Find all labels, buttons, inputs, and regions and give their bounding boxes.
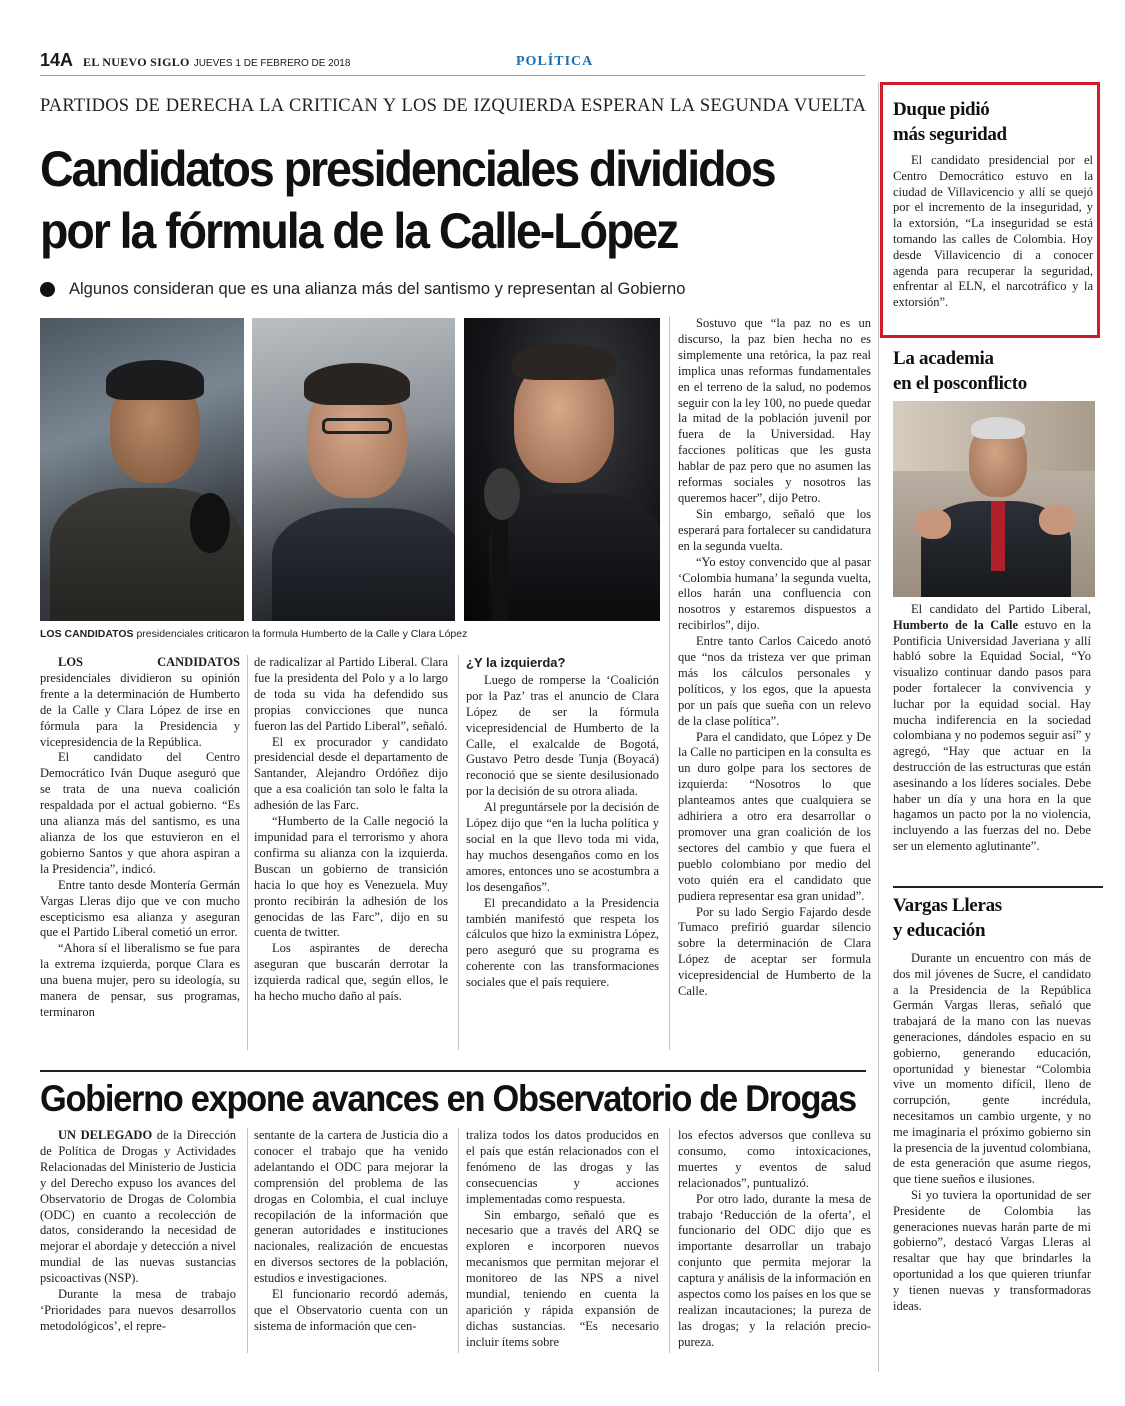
sidebar-story-vargas [893, 893, 1093, 1313]
sidebar-title-line-1: Duque pidió [893, 99, 990, 120]
paragraph-text: traliza todos los datos producidos en el país que están relacionados con el fenómeno de las drogas y las consecuencias y acciones implementadas como respuesta. [466, 1128, 659, 1206]
headline-line-2: por la fórmula de la Calle-López [40, 203, 678, 259]
paragraph [40, 878, 240, 942]
sidebar-paragraph: Durante un encuentro con más de dos mil jóvenes de Sucre, el candidato a la Presidencia de la República Germán Vargas lleras, señaló que trabajará de la mano con las nuevas generaciones, dándoles espacio en su gobierno, generando educación, oportunidad y bienestar “Colombia vive un momento difícil, lleno de corrupción, gente incrédula, necesitamos un cambio urgente, y no me imaginaria el próximo gobierno sin la presencia de la juventud colombiana, de esta generación que asume riegos, que tiene sueños e ilusiones. [893, 951, 1091, 1187]
column-subheading: ¿Y la izquierda? [466, 655, 566, 670]
lead-in: UN DELEGADO [58, 1128, 153, 1142]
sidebar-text [893, 951, 1091, 1314]
paragraph-text: El funcionario recordó además, que el Observatorio cuenta con un sistema de información que cen- [254, 1287, 448, 1333]
issue-date: JUEVES 1 DE FEBRERO DE 2018 [193, 58, 351, 69]
paragraph-text: El ex procurador y candidato presidencial desde el departamento de Santander, Alejandro Ordóñez dijo que a esa coalición tan solo le falta la adhesión de las Farc. [254, 734, 448, 813]
column-rule [247, 1128, 248, 1353]
sidebar-title-line-2: en el posconflicto [893, 373, 1027, 394]
text-run-bold: Humberto de la Calle [893, 617, 1019, 632]
caption-lead: LOS CANDIDATOS [40, 628, 134, 640]
paragraph-text: “Ahora sí el liberalismo se fue para la extrema izquierda, porque Clara es una buena mujer, pero su ideología, su manera de pensar, sus programas, terminaron [40, 941, 240, 1019]
paragraph [254, 655, 448, 735]
column-rule [247, 655, 248, 1050]
sidebar-paragraph: Si yo tuviera la oportunidad de ser Presidente de Colombia las generaciones nuevas harán parte de mi gobierno”, destacó Vargas Lleras al resaltar que hay que brindarles la oportunidad a los que quieren triunfar y tienen nuevas y transformadoras ideas. [893, 1187, 1091, 1313]
photo-de-la-calle [893, 401, 1095, 597]
sidebar-paragraph: El candidato presidencial por el Centro Democrático estuvo en la ciudad de Villavicencio y allí se quejó por el incremento de la inseguridad, y la extorsión, “La inseguridad se está tomando las calles de Colombia. Hoy desde Villavicencio di a conocer agenda para recuperar la seguridad, enfrentar al ELN, el narcotráfico y la extorsión”. [893, 153, 1093, 310]
photo-duque [252, 318, 455, 621]
paragraph-text: “Yo estoy convencido que al pasar ‘Colombia humana’ la segunda vuelta, ellos harán una confluencia con nosotros y estaremos dispuestos a recibirlos”, dijo. [678, 554, 871, 633]
photo-caption [40, 628, 665, 640]
paragraph-text: Por su lado Sergio Fajardo desde Tumaco prefirió guardar silencio sobre la determinación de Clara López de aceptar ser formula vicepresidencial de Humberto de la Calle. [678, 904, 871, 999]
paragraph [466, 1128, 659, 1208]
paragraph [678, 1128, 871, 1192]
headline-line-1: Candidatos presidenciales divididos [40, 141, 775, 197]
main-column-3 [466, 655, 659, 991]
photo-petro [40, 318, 244, 621]
paragraph-text: Sostuvo que “la paz no es un discurso, la paz bien hecha no es simplemente una retórica, la paz real implica unas reformas fundamentales en el terreno de la salud, no podemos seguir con la ley 100, no puede quedar la mitad de la población juvenil por fuera de la Universidad. Hay facciones políticas que les gusta hablar de paz pero que no asumen las reformas sociales y nosotros las queremos hacer”, dijo Petro. [678, 316, 871, 505]
paragraph-text: Al preguntársele por la decisión de López dijo que “en la lucha política y social en la que llevo toda mi vida, hay muchos desengaños como en los amores, entonces uno se acostumbra a los desengaños”. [466, 800, 659, 894]
paragraph [40, 941, 240, 1021]
paragraph-text: Luego de romperse la ‘Coalición por la Paz’ tras el anuncio de Clara López de ser la fórmula vicepresidencial de Humberto de la Calle, el exalcalde de Bogotá, Gustavo Petro desde Tunja (Boyacá) reconoció que se siente desilusionado por la decisión de su otrora aliada. [466, 672, 659, 799]
text-run: estuvo en la Pontificia Universidad Javeriana y allí habló sobre la Equidad Social, “Yo visualizo continuar dando pasos para poder fortalecer la convivencia y luchar por la equidad social. Hay mucha indiferencia en la sociedad colombiana y no podemos seguir así” y agregó, “Hay que actuar en la destrucción de las estructuras que están asesinando a los líderes sociales. Debe haber un día y una hora en la que hagamos un pacto por la no violencia, incluyendo a las fuerzas del no. Debe ser un elemento aglutinante”. [893, 617, 1091, 853]
paragraph-text: Entre tanto desde Montería Germán Vargas Lleras dijo que ve con mucho escepticismo esa alianza y aseguran que el Partido Liberal cometió un error. [40, 877, 240, 940]
subhead [40, 280, 866, 299]
paragraph [678, 634, 871, 729]
paragraph-text: Los aspirantes de derecha aseguran que buscarán derrotar la izquierda radical que, según ellos, le ha hecho mucho daño al país. [254, 941, 448, 1004]
newspaper-name: EL NUEVO SIGLO [83, 55, 190, 69]
paragraph-text: Para el candidato, que López y De la Calle no participen en la consulta es un duro golpe para los sectores de izquierda: “Nosotros lo que planteamos antes que cualquiera se adhiriera a otro era desarrollar o promover una gran coalición de los sectores del cambio y que fuera el pueblo colombiano por medio del voto quién era el candidato que pudiera representar esa gran unidad”. [678, 729, 871, 903]
paragraph [678, 905, 871, 1000]
paragraph-text: los efectos adversos que conlleva su consumo, como intoxicaciones, muertes y eventos de salud relacionados”, puntualizó. [678, 1128, 871, 1190]
caption-text: presidenciales criticaron la formula Humberto de la Calle y Clara López [133, 628, 468, 640]
paragraph [466, 673, 659, 800]
paragraph-text: de la Dirección de Política de Drogas y Actividades Relacionadas del Ministerio de Justicia y del Derecho expuso los avances del Observatorio de Drogas de Colombia (ODC) en cuanto a recolección de datos, considerando la necesidad de mejorar el abordaje y detección a nivel mundial de las nuevas sustancias psicoactivas (NSP). [40, 1128, 236, 1286]
paragraph [254, 1128, 448, 1287]
paragraph [40, 750, 240, 877]
sidebar-story-academia [893, 346, 1093, 853]
sidebar-paragraph [893, 602, 1091, 855]
sidebar-title-line-1: Vargas Lleras [893, 895, 1002, 916]
second-column-3 [466, 1128, 659, 1351]
sidebar-text [893, 153, 1093, 311]
column-rule [458, 655, 459, 1050]
paragraph-text: presidenciales dividieron su opinión frente a la determinación de Humberto de la Calle y Clara López de irse en fórmula para la Presidencia y vicepresidencia de la República. [40, 670, 240, 749]
paragraph [40, 655, 240, 750]
paragraph [254, 1287, 448, 1335]
main-headline [40, 138, 812, 262]
column-rule [669, 1128, 670, 1353]
sidebar-story-duque [893, 97, 1093, 311]
paragraph [466, 1208, 659, 1351]
main-column-3-body [466, 673, 659, 991]
article-divider [40, 1070, 866, 1072]
sidebar-divider [893, 886, 1103, 888]
second-column-4 [678, 1128, 871, 1351]
column-rule [669, 316, 670, 1050]
text-run: El candidato del Partido Liberal, [911, 602, 1091, 616]
sidebar-title-line-2: y educación [893, 920, 986, 941]
paragraph [466, 800, 659, 895]
paragraph [678, 730, 871, 905]
paragraph-text: Por otro lado, durante la mesa de trabajo ‘Reducción de la oferta’, el funcionario del ODC dijo que es importante desarrollar un trabajo conjunto que permita mejorar la captura y análisis de la información en aspectos como los países en los que se realizan incautaciones; la pureza de las drogas; y la relación precio-pureza. [678, 1191, 871, 1349]
paragraph-text: Sin embargo, señaló que los esperará para fortalecer su candidatura en la segunda vuelta. [678, 506, 871, 553]
kicker: PARTIDOS DE DERECHA LA CRITICAN Y LOS DE IZQUIERDA ESPERAN LA SEGUNDA VUELTA [40, 96, 866, 116]
paragraph-text: de radicalizar al Partido Liberal. Clara fue la presidenta del Polo y a lo largo de toda su vida ha defendido sus propias convicciones que nunca fueron las del Partido Liberal”, señaló. [254, 655, 448, 733]
sidebar-text [893, 602, 1091, 855]
paragraph-text: “Humberto de la Calle negoció la impunidad para el terrorismo y ahora confirma su alianza con la izquierda. Buscan un gobierno de transición hacia lo que hoy es Venezuela. Muy pronto recibirán la adhesión de los genocidas de las Farc”, dijo en su cuenta de twitter. [254, 814, 448, 940]
sidebar-title [893, 97, 1093, 147]
paragraph [678, 555, 871, 635]
lead-in: LOS CANDIDATOS [58, 655, 240, 669]
paragraph [678, 316, 871, 507]
paragraph [40, 1128, 236, 1287]
second-column-1 [40, 1128, 236, 1335]
paragraph-text: sentante de la cartera de Justicia dio a conocer el trabajo que ha venido adelantando el ODC para mejorar la comprensión del problema de las drogas en Colombia, el cual incluye recopilación de la información que generan autoridades e instituciones nacionales, realización de encuestas en diversos sectores de la población, estudios e investigaciones. [254, 1128, 448, 1286]
section-name: POLÍTICA [516, 54, 594, 69]
paragraph-text: Entre tanto Carlos Caicedo anotó que “nos da tristeza ver que priman más los cálculos personales y políticos, y los egos, que la apuesta por un país que sueña con un relevo de la clase política”. [678, 634, 871, 728]
main-column-2 [254, 655, 448, 1005]
column-rule [878, 82, 879, 1372]
sidebar-title [893, 893, 1093, 943]
second-column-2 [254, 1128, 448, 1335]
column-rule [458, 1128, 459, 1353]
sidebar-title [893, 346, 1093, 396]
paragraph [678, 1192, 871, 1351]
paragraph-text: El precandidato a la Presidencia también manifestó que respeta los cálculos que hizo la exministra López, pero aseguró que su programa es coherente con las transformaciones sociales que el país requiere. [466, 895, 659, 990]
second-headline: Gobierno expone avances en Observatorio de Drogas [40, 1078, 856, 1119]
paragraph-text: Sin embargo, señaló que es necesario que a través del ARQ se exploren e incorporen nuevos mecanismos que permitan mejorar el monitoreo de las NPS a nivel mundial, teniendo en cuenta la aparición y rápida expansión de dichas sustancias. “Es necesario incluir ítems sobre [466, 1207, 659, 1349]
paragraph [254, 941, 448, 1005]
paragraph-text: Durante la mesa de trabajo ‘Prioridades para nuevos desarrollos metodológicos’, el repre- [40, 1287, 236, 1333]
sidebar-title-line-1: La academia [893, 348, 994, 369]
paragraph [466, 896, 659, 991]
paragraph-text: El candidato del Centro Democrático Iván Duque aseguró que se trata de una nueva coalición respaldada por el actual gobierno. “Es una alianza más del santismo, es una alianza de los que estuvieron en el gobierno Santos y que ahora aspiran a la Presidencia”, indicó. [40, 750, 240, 876]
paragraph [254, 814, 448, 941]
page-number: 14A [40, 50, 74, 70]
subhead-text: Algunos consideran que es una alianza más del santismo y representan al Gobierno [69, 280, 686, 298]
bullet-icon [40, 282, 55, 297]
sidebar-title-line-2: más seguridad [893, 124, 1007, 145]
paragraph [678, 507, 871, 555]
photo-vargas-lleras [464, 318, 660, 621]
folio [40, 50, 865, 76]
main-column-1 [40, 655, 240, 1021]
main-column-4 [678, 316, 871, 1000]
paragraph [254, 735, 448, 815]
paragraph [40, 1287, 236, 1335]
